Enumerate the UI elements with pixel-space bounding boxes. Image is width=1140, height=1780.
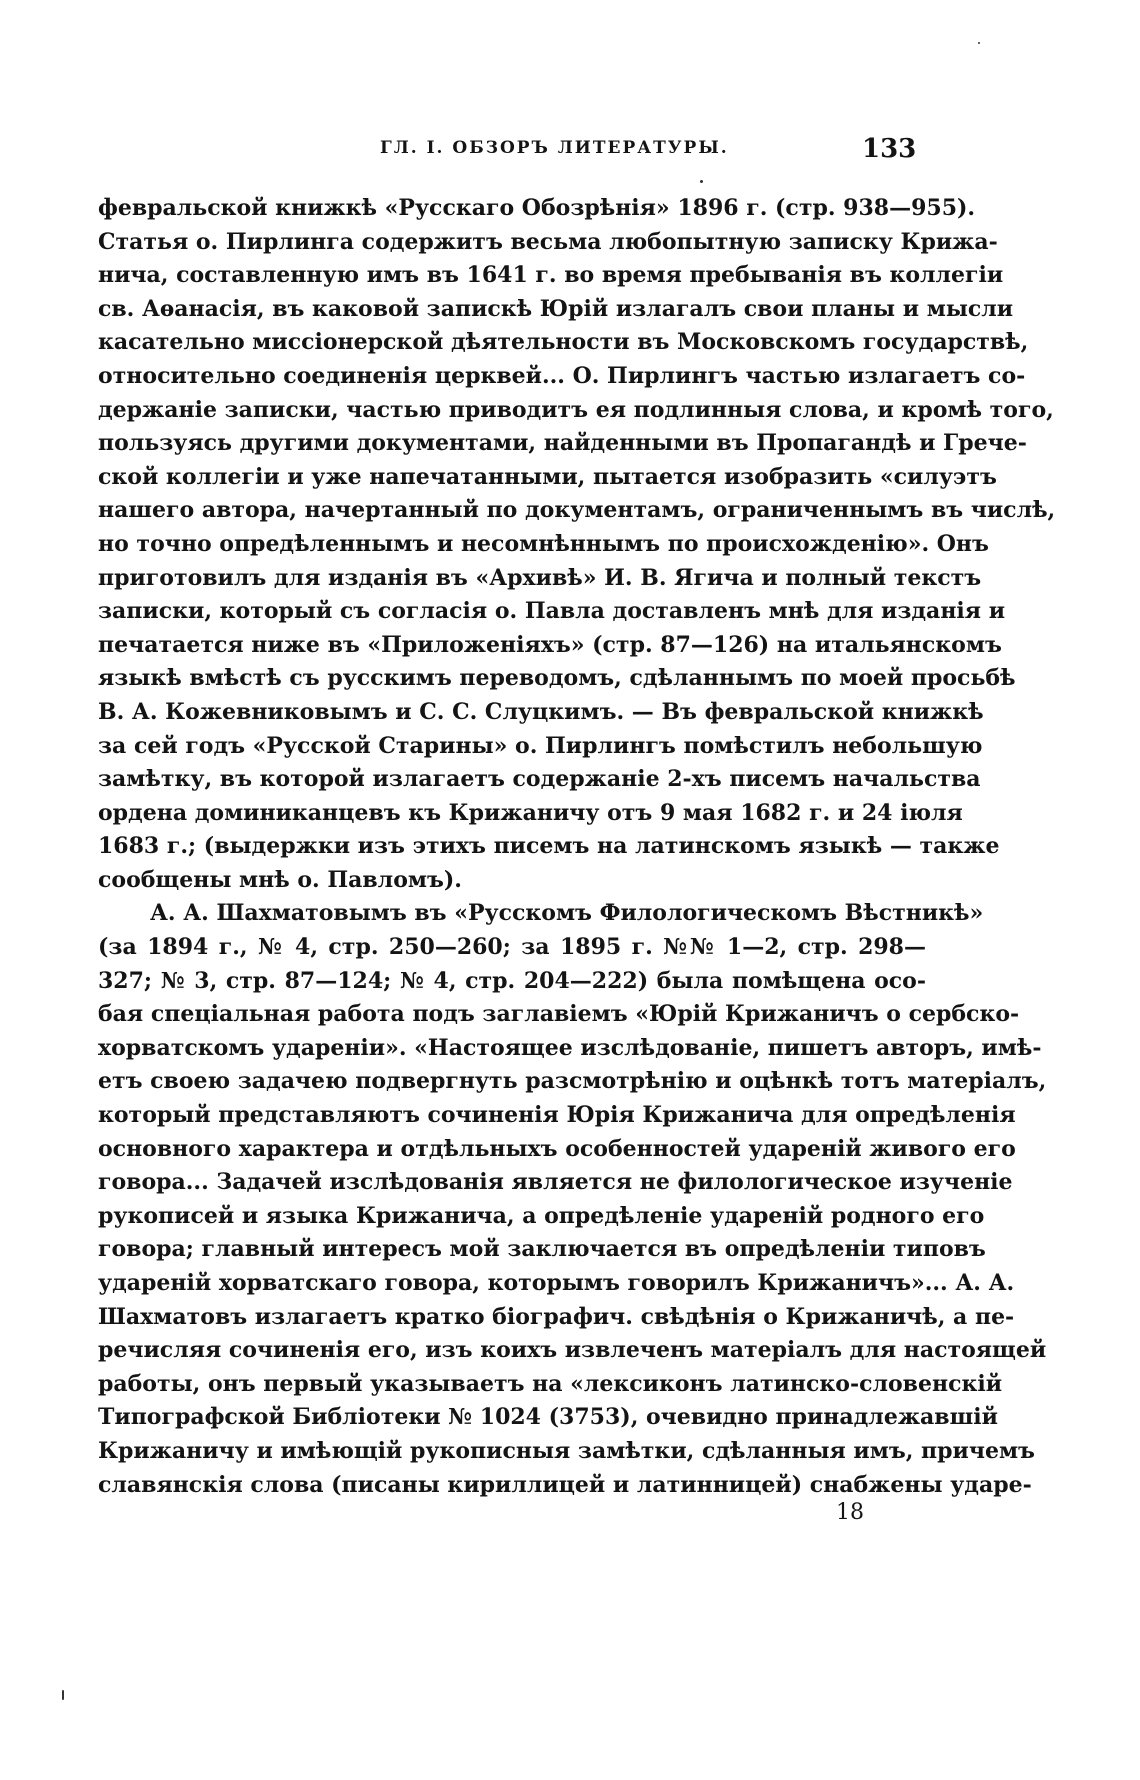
text-line: 1683 г.; (выдержки изъ этихъ писемъ на латинскомъ языкѣ — также [98, 833, 1000, 860]
scan-speck [62, 1690, 64, 1700]
text-line: речисляя сочиненія его, изъ коихъ извлеченъ матеріалъ для настоящей [98, 1337, 1047, 1364]
text-line: ской коллегіи и уже напечатанными, пытается изобразить «силуэтъ [98, 463, 997, 490]
text-line: Шахматовъ излагаетъ кратко біографич. свѣдѣнія о Крижаничѣ, а пе- [98, 1303, 1015, 1330]
text-line: св. Аѳанасія, въ каковой запискѣ Юрій излагалъ свои планы и мысли [98, 295, 1014, 322]
text-line: нича, составленную имъ въ 1641 г. во время пребыванія въ коллегіи [98, 262, 1004, 289]
text-line: В. А. Кожевниковымъ и С. С. Слуцкимъ. — Въ февральской книжкѣ [98, 698, 984, 725]
running-title: ГЛ. I. ОБЗОРЪ ЛИТЕРАТУРЫ. [380, 138, 729, 158]
text-line: держаніе записки, частью приводитъ ея подлинныя слова, и кромѣ того, [98, 396, 1054, 423]
text-line: удареній хорватскаго говора, которымъ говорилъ Крижаничъ»... А. А. [98, 1270, 1015, 1296]
text-line: Статья о. Пирлинга содержитъ весьма любопытную записку Крижа- [98, 228, 998, 255]
text-line: касательно миссіонерской дѣятельности въ Московскомъ государствѣ, [98, 329, 1029, 356]
text-line: но точно опредѣленнымъ и несомнѣннымъ по происхожденію». Онъ [98, 530, 989, 557]
text-line: А. А. Шахматовымъ въ «Русскомъ Филологическомъ Вѣстникѣ» [150, 900, 984, 927]
scan-speck [700, 180, 703, 183]
text-line: говора... Задачей изслѣдованія является не филологическое изученіе [98, 1169, 1013, 1196]
text-line: нашего автора, начертанный по документамъ, ограниченнымъ въ числѣ, [98, 497, 1056, 524]
text-line: относительно соединенія церквей... О. Пирлингъ частью излагаетъ со- [98, 362, 1026, 389]
text-line: Типографской Библіотеки № 1024 (3753), очевидно принадлежавшій [98, 1404, 998, 1431]
text-line: замѣтку, въ которой излагаетъ содержаніе 2-хъ писемъ начальства [98, 766, 981, 793]
text-line: 327; № 3, стр. 87—124; № 4, стр. 204—222) была помѣщена осо- [98, 967, 926, 994]
text-line: бая спеціальная работа подъ заглавіемъ «Юрій Крижаничъ о сербско- [98, 1001, 1020, 1028]
text-line: записки, который съ согласія о. Павла доставленъ мнѣ для изданія и [98, 598, 1006, 625]
running-header [0, 134, 1140, 172]
text-line: печатается ниже въ «Приложеніяхъ» (стр. 87—126) на итальянскомъ [98, 631, 1002, 658]
page-number: 133 [862, 134, 917, 164]
text-line: сообщены мнѣ о. Павломъ). [98, 866, 462, 893]
signature-mark: 18 [836, 1500, 864, 1525]
scan-speck [978, 42, 980, 44]
body-text [98, 192, 1056, 1502]
text-line: языкѣ вмѣстѣ съ русскимъ переводомъ, сдѣланнымъ по моей просьбѣ [98, 665, 1016, 692]
text-line: работы, онъ первый указываетъ на «лексиконъ латинско-словенскій [98, 1370, 1003, 1397]
text-line: (за 1894 г., № 4, стр. 250—260; за 1895 г. №№ 1—2, стр. 298— [98, 934, 926, 961]
text-line: приготовилъ для изданія въ «Архивѣ» И. В. Ягича и полный текстъ [98, 564, 982, 591]
text-line: за сей годъ «Русской Старины» о. Пирлингъ помѣстилъ небольшую [98, 732, 983, 759]
text-line: ордена доминиканцевъ къ Крижаничу отъ 9 мая 1682 г. и 24 іюля [98, 799, 963, 826]
text-line: славянскія слова (писаны кириллицей и латинницей) снабжены ударе- [98, 1471, 1032, 1498]
text-line: Крижаничу и имѣющій рукописныя замѣтки, сдѣланныя имъ, причемъ [98, 1437, 1035, 1464]
text-line: который представляютъ сочиненія Юрія Крижанича для опредѣленія [98, 1102, 1016, 1129]
text-line: рукописей и языка Крижанича, а опредѣленіе удареній родного его [98, 1202, 985, 1229]
text-line: етъ своею задачею подвергнуть разсмотрѣнію и оцѣнкѣ тотъ матеріалъ, [98, 1068, 1047, 1095]
text-line: хорватскомъ удареніи». «Настоящее изслѣдованіе, пишетъ авторъ, имѣ- [98, 1034, 1042, 1061]
text-line: говора; главный интересъ мой заключается въ опредѣленіи типовъ [98, 1236, 986, 1263]
text-line: пользуясь другими документами, найденными въ Пропагандѣ и Грече- [98, 430, 1027, 457]
text-line: основного характера и отдѣльныхъ особенностей удареній живого его [98, 1135, 1016, 1162]
text-line: февральской книжкѣ «Русскаго Обозрѣнія» 1896 г. (стр. 938—955). [98, 195, 976, 221]
